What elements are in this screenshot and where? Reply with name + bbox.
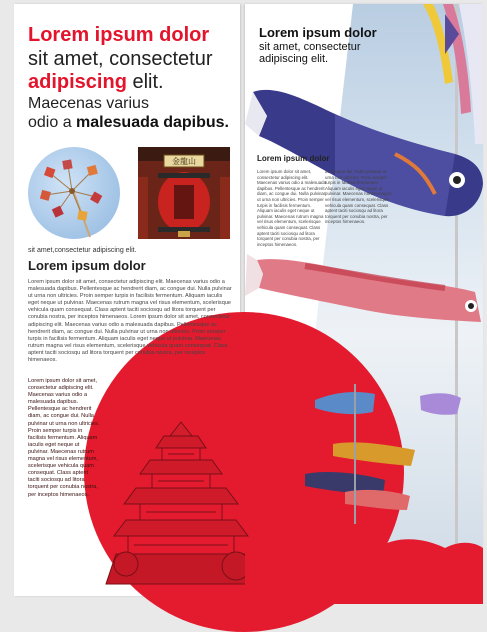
headline-line3-bold: adipiscing — [28, 71, 127, 94]
right-subhead: Lorem ipsum dolor — [257, 154, 330, 163]
headline-line3-rest: elit. — [126, 71, 164, 94]
headline-line3 — [28, 71, 238, 95]
headline — [28, 24, 238, 133]
lantern-photo — [138, 147, 230, 239]
headline-line2: sit amet, consectetur — [28, 47, 213, 70]
right-body-col2: ac congue dui. Nulla pulvinar ut urna non ultricies. Proin semper turpis in facilisis fermentum. Aliquam iaculis eget neque ut pulvinar. Maecenas rutrum magna vel risus elementum, scelerisque vehicula quam consequat. Class aptent taciti sociosqu ad litora torquent per conubia nostra, per inceptos himenaeos. — [325, 169, 392, 225]
lantern-sign-text: 金龍山 — [172, 157, 196, 166]
right-title-line3: adipiscing elit. — [259, 52, 329, 65]
headline-line5 — [28, 114, 238, 133]
headline-line1: Lorem ipsum dolor — [28, 24, 210, 46]
right-page — [245, 4, 483, 596]
body-paragraph-narrow: Lorem ipsum dolor sit amet, consectetur adipiscing elit. Maecenas varius odio a malesuada dapibus. Pellentesque ac hendrerit diam, ac congue dui. Nulla pulvinar ut urna non ultricies. Proin semper turpis in facilisis fermentum. Aliquam iaculis eget neque ut pulvinar. Maecenas rutrum magna vel risus elementum, scelerisque vehicula quam consequat. Class aptent taciti sociosqu ad litora torquent per conubia nostra, per inceptos himenaeos. — [28, 378, 100, 498]
headline-line5-bold: malesuada dapibus. — [76, 113, 229, 131]
right-title-line2: sit amet, consectetur — [259, 40, 361, 53]
photo-caption: sit amet,consectetur adipiscing elit. — [28, 247, 137, 254]
section-title: Lorem ipsum dolor — [28, 258, 146, 273]
castle-illustration — [106, 414, 256, 584]
koinobori-photo — [245, 4, 483, 604]
red-cloud-band — [245, 524, 483, 604]
body-paragraph: Lorem ipsum dolor sit amet, consectetur adipiscing elit. Maecenas varius odio a malesuada dapibus. Pellentesque ac hendrerit diam, ac congue dui. Nulla pulvinar ut urna non ultricies. Proin semper turpis in facilisis fermentum. Aliquam iaculis eget neque ut pulvinar. Maecenas rutrum magna vel risus elementum, scelerisque vehicula quam consequat. Class aptent taciti sociosqu ad litora torquent per conubia nostra, per inceptos himenaeos. Lorem ipsum dolor sit amet, consectetur adipiscing elit. Maecenas varius odio a malesuada dapibus. Pellentesque ac hendrerit diam, ac congue dui. Nulla pulvinar ut urna non ultricies. Proin semper turpis in facilisis fermentum. Aliquam iaculis eget neque ut pulvinar. Maecenas rutrum magna vel risus elementum, scelerisque vehicula quam consequat. Class aptent taciti sociosqu ad litora torquent per conubia nostra, per inceptos himenaeos. — [28, 279, 232, 364]
left-page — [14, 4, 240, 596]
right-body-col1: Lorem ipsum dolor sit amet, consectetur adipiscing elit. Maecenas varius odio a malesuada dapibus. Pellentesque ac hendrerit diam, ac congue dui. Nulla pulvinar ut urna non ultricies. Proin semper turpis in facilisis fermentum. Aliquam iaculis eget neque ut pulvinar. Maecenas rutrum magna vel risus elementum, scelerisque vehicula quam consequat. Class aptent taciti sociosqu ad litora torquent per conubia nostra, per inceptos himenaeos. — [257, 169, 327, 247]
headline-line5-pre: odio a — [28, 113, 77, 131]
pinwheel-photo — [28, 147, 120, 239]
headline-line4: Maecenas varius — [28, 94, 149, 112]
right-title — [259, 26, 419, 65]
right-title-bold: Lorem ipsum dolor — [259, 25, 377, 40]
